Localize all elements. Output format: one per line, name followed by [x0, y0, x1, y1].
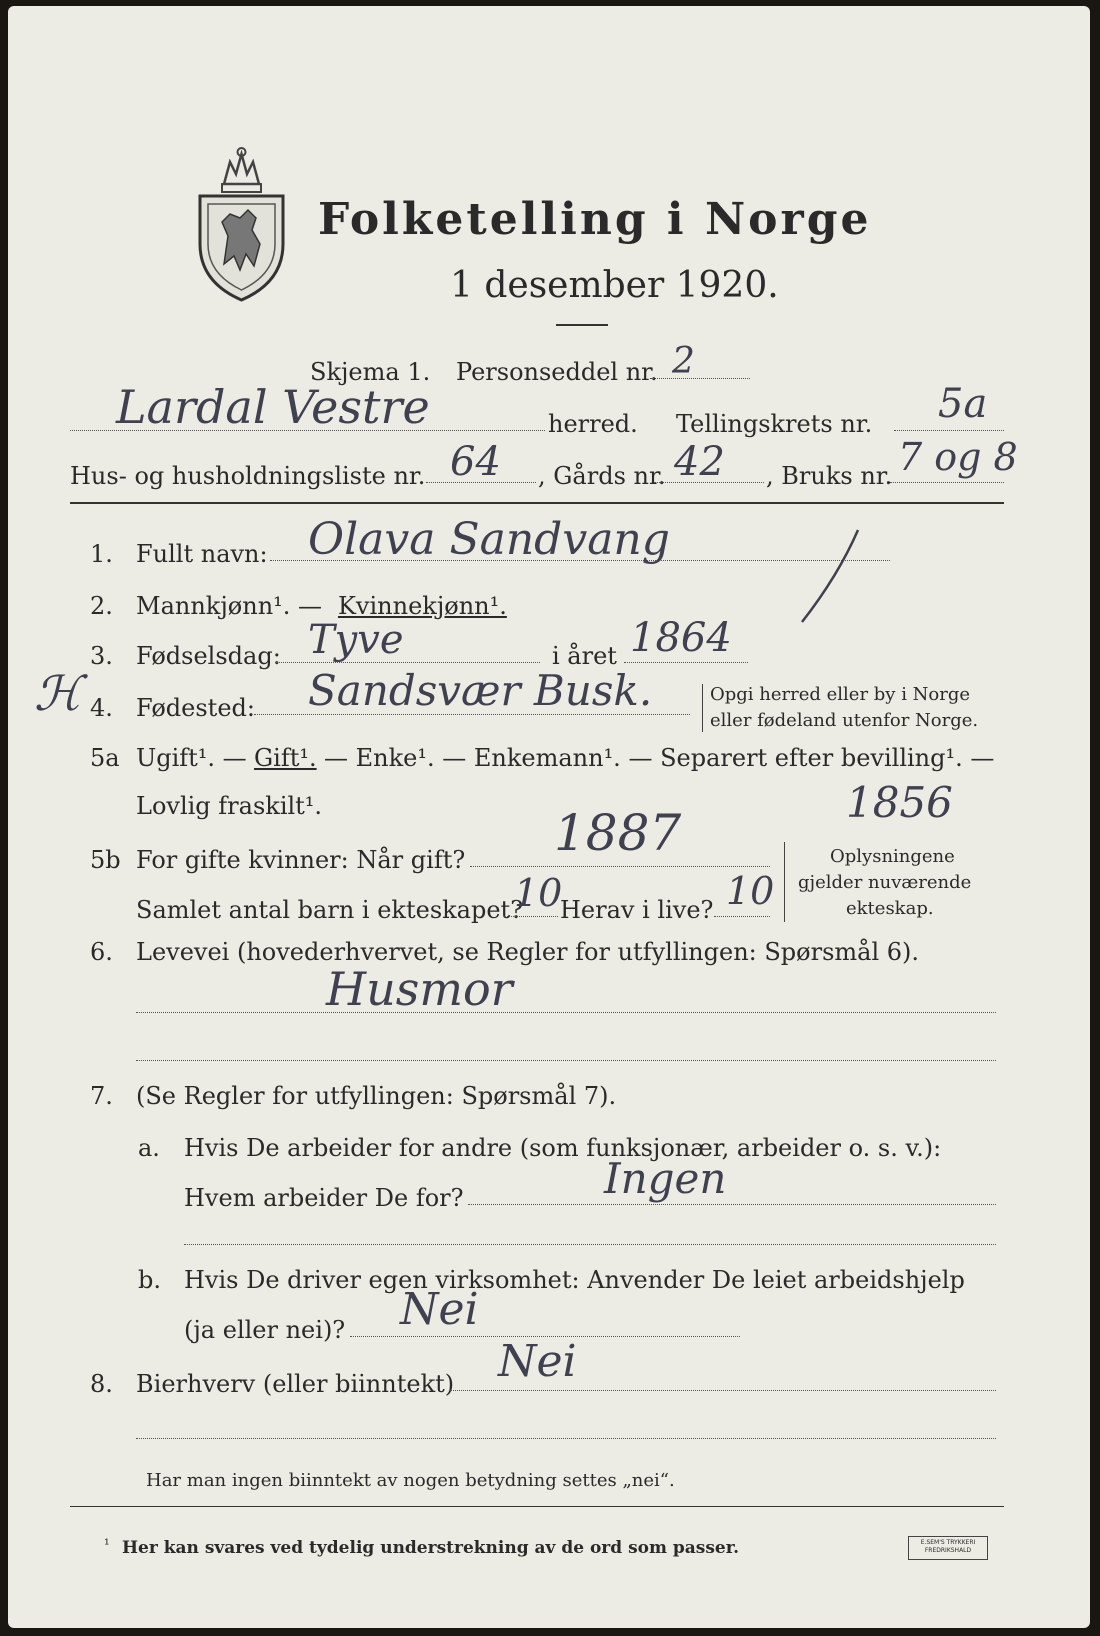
- q5b-note-bracket: [784, 842, 785, 922]
- census-form: [8, 6, 1090, 1628]
- q7a-dots-2: [184, 1244, 996, 1245]
- gards-label: , Gårds nr.: [538, 462, 666, 490]
- q7a-letter: a.: [138, 1134, 160, 1162]
- q5b-note-line2: gjelder nuværende: [798, 872, 972, 893]
- q8-dots: [450, 1390, 996, 1391]
- q4-note-line2: eller fødeland utenfor Norge.: [710, 710, 979, 731]
- q8-value[interactable]: Nei: [498, 1336, 577, 1387]
- q5b-barn-dots: [504, 916, 558, 917]
- q7a-label-2: Hvem arbeider De for?: [184, 1184, 464, 1212]
- q8-note: Har man ingen biinntekt av nogen betydning settes „nei“.: [146, 1470, 675, 1491]
- q5b-barn-value[interactable]: 10: [514, 871, 563, 915]
- q5b-live-value[interactable]: 10: [726, 869, 775, 913]
- q7b-label-2: (ja eller nei)?: [184, 1316, 346, 1344]
- footnote-mark: ¹: [104, 1537, 110, 1553]
- q7a-value[interactable]: Ingen: [604, 1154, 727, 1203]
- q3-year-label: i året: [552, 642, 617, 670]
- bruks-label: , Bruks nr.: [766, 462, 893, 490]
- q6-number: 6.: [90, 938, 113, 966]
- q4-label: Fødested:: [136, 694, 255, 722]
- footnote-text: Her kan svares ved tydelig understrekning av de ord som passer.: [122, 1538, 740, 1558]
- q7b-label: Hvis De driver egen virksomhet: Anvender De leiet arbeidshjelp: [184, 1266, 965, 1294]
- q7a-dots: [468, 1204, 996, 1205]
- personseddel-value[interactable]: 2: [672, 341, 695, 382]
- husliste-value[interactable]: 64: [450, 439, 501, 485]
- q5b-label: For gifte kvinner: Når gift?: [136, 846, 466, 874]
- printer-stamp: E.SEM'S TRYKKERI FREDRIKSHALD: [908, 1536, 988, 1560]
- tellingskrets-dots: [894, 430, 1004, 431]
- herred-value[interactable]: Lardal Vestre: [116, 380, 430, 434]
- husliste-label: Hus- og husholdningsliste nr.: [70, 462, 426, 490]
- personseddel-label: Personseddel nr.: [456, 358, 658, 386]
- title-divider: [556, 324, 608, 326]
- q6-label: Levevei (hovederhvervet, se Regler for utfyllingen: Spørsmål 6).: [136, 938, 920, 966]
- q8-dots-2: [136, 1438, 996, 1439]
- q5a-other-options[interactable]: — Enke¹. — Enkemann¹. — Separert efter bevilling¹. —: [324, 744, 995, 772]
- coat-of-arms-icon: [194, 144, 289, 304]
- q3-number: 3.: [90, 642, 113, 670]
- q2-kvinne-option[interactable]: Kvinnekjønn¹.: [338, 592, 507, 620]
- q2-pen-stroke: [788, 526, 868, 626]
- tellingskrets-value[interactable]: 5a: [938, 381, 988, 427]
- q4-note-line1: Opgi herred eller by i Norge: [710, 684, 971, 705]
- q3-label: Fødselsdag:: [136, 642, 281, 670]
- q7b-letter: b.: [138, 1266, 161, 1294]
- q4-margin-mark: ℋ: [34, 666, 82, 722]
- q4-value[interactable]: Sandsvær Busk.: [308, 666, 653, 715]
- q3-year-dots: [624, 662, 748, 663]
- q5b-note-line3: ekteskap.: [846, 898, 934, 919]
- q5a-number: 5a: [90, 744, 120, 772]
- q5b-number: 5b: [90, 846, 121, 874]
- q5a-fraskilt-option[interactable]: Lovlig fraskilt¹.: [136, 792, 323, 820]
- q5a-gift-option[interactable]: Gift¹.: [254, 744, 317, 772]
- q4-number: 4.: [90, 694, 113, 722]
- form-title: Folketelling i Norge: [318, 194, 872, 245]
- q2-number: 2.: [90, 592, 113, 620]
- personseddel-dots: [650, 378, 750, 379]
- gards-value[interactable]: 42: [674, 439, 725, 485]
- q1-label: Fullt navn:: [136, 540, 268, 568]
- herred-label: herred.: [548, 410, 638, 438]
- bruks-value[interactable]: 7 og 8: [898, 435, 1018, 479]
- q1-number: 1.: [90, 540, 113, 568]
- q7a-label: Hvis De arbeider for andre (som funksjonær, arbeider o. s. v.):: [184, 1134, 942, 1162]
- q5b-live-dots: [714, 916, 770, 917]
- tellingskrets-label: Tellingskrets nr.: [676, 410, 873, 438]
- q3-value[interactable]: Tyve: [308, 617, 404, 663]
- q5b-note-line1: Oplysningene: [830, 846, 955, 867]
- q4-note-bracket: [702, 684, 703, 732]
- q5b-live-label: Herav i live?: [560, 896, 714, 924]
- q5a-ugift-option[interactable]: Ugift¹. —: [136, 744, 247, 772]
- q8-number: 8.: [90, 1370, 113, 1398]
- q1-value[interactable]: Olava Sandvang: [308, 514, 670, 565]
- q2-mann-option[interactable]: Mannkjønn¹. —: [136, 592, 323, 620]
- q5b-barn-label: Samlet antal barn i ekteskapet?: [136, 896, 524, 924]
- q3-year-value[interactable]: 1864: [630, 615, 732, 661]
- bruks-dots: [890, 482, 1004, 483]
- q7b-value[interactable]: Nei: [400, 1284, 479, 1335]
- q5b-dots: [470, 866, 770, 867]
- q7-number: 7.: [90, 1082, 113, 1110]
- q5b-extra-value: 1856: [846, 778, 953, 827]
- skjema-label: Skjema 1.: [310, 358, 431, 386]
- q8-label: Bierhverv (eller biinntekt): [136, 1370, 455, 1398]
- q6-dots-1: [136, 1012, 996, 1013]
- q5b-value[interactable]: 1887: [554, 804, 682, 862]
- q6-dots-2: [136, 1060, 996, 1061]
- form-date: 1 desember 1920.: [450, 265, 779, 306]
- q6-value[interactable]: Husmor: [326, 962, 513, 1016]
- q7-label: (Se Regler for utfyllingen: Spørsmål 7).: [136, 1082, 617, 1110]
- header-rule: [70, 502, 1004, 504]
- footer-rule: [70, 1506, 1004, 1507]
